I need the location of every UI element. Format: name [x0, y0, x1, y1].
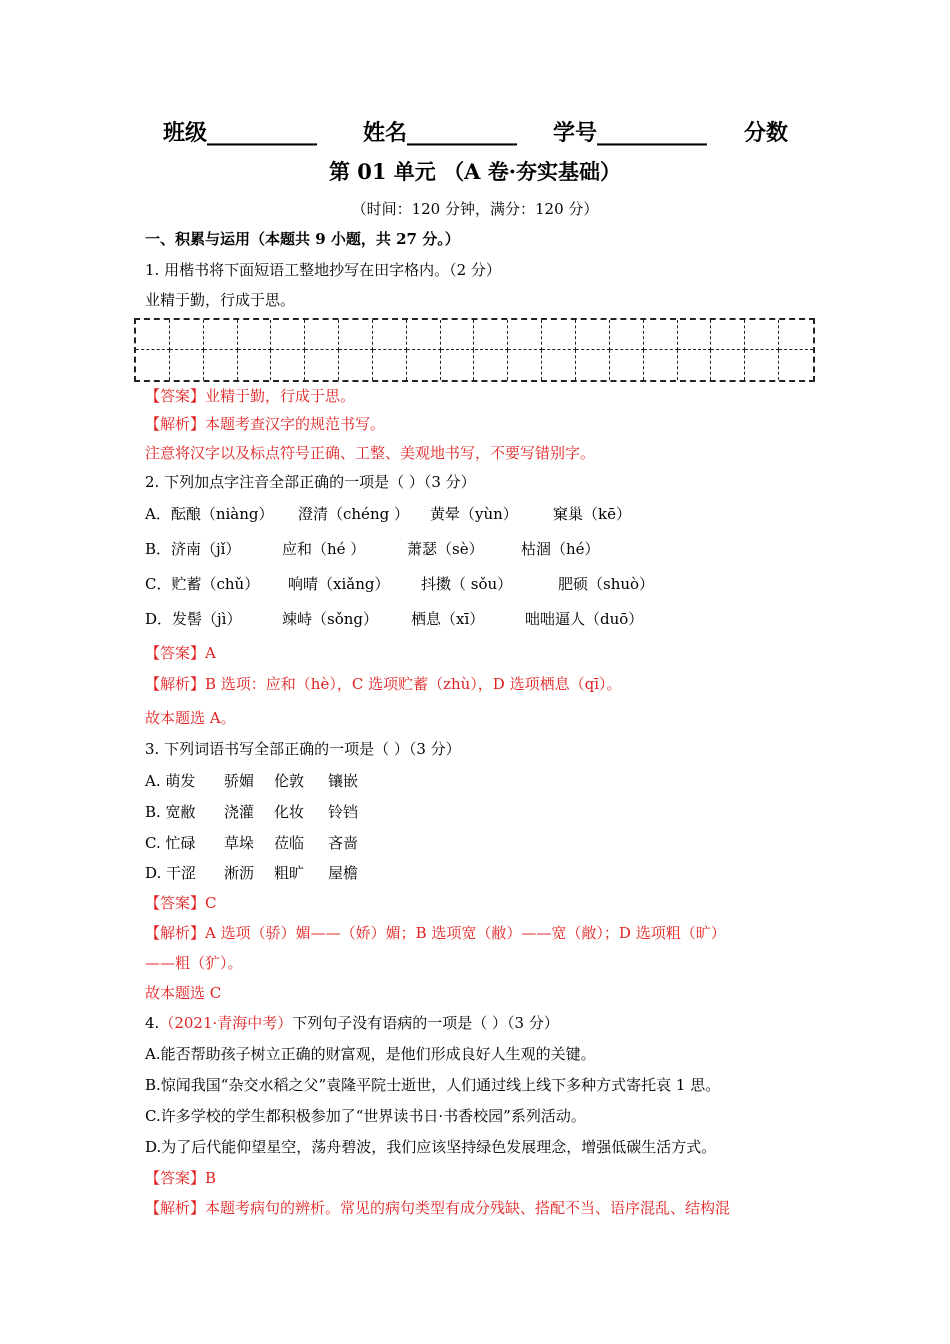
grid-cell	[373, 320, 407, 350]
q3-option-d1: D. 干涩	[145, 864, 197, 882]
q3-option-a4: 镶嵌	[328, 772, 359, 790]
grid-cell	[305, 350, 339, 380]
q4-answer: 【答案】B	[145, 1169, 217, 1187]
q3-option-d3: 粗旷	[274, 864, 305, 882]
q2-option-d1: D．发髻（jì）	[145, 610, 242, 628]
class-field: 班级__________	[163, 120, 318, 146]
q3-option-c1: C. 忙碌	[145, 834, 196, 852]
grid-cell	[542, 350, 576, 380]
q3-option-b1: B. 宽敝	[145, 803, 196, 821]
grid-cell	[441, 320, 475, 350]
grid-cell	[542, 320, 576, 350]
q3-option-b2: 浇灌	[224, 803, 255, 821]
grid-cell	[745, 320, 779, 350]
q3-option-a1: A. 萌发	[145, 772, 196, 790]
grid-cell	[475, 350, 509, 380]
grid-cell	[576, 350, 610, 380]
grid-cell	[238, 350, 272, 380]
student-id-field: 学号__________	[553, 120, 708, 146]
grid-cell	[441, 350, 475, 380]
q3-option-c4: 吝啬	[328, 834, 359, 852]
q3-option-a3: 伦敦	[274, 772, 305, 790]
grid-cell	[508, 320, 542, 350]
q3-option-a2: 骄媚	[224, 772, 255, 790]
grid-cell	[576, 320, 610, 350]
grid-cell	[779, 320, 813, 350]
q2-option-d3: 栖息（xī）	[411, 610, 485, 628]
page-title: 第 01 单元 （A 卷·夯实基础）	[328, 159, 622, 184]
q2-option-c3: 抖擞（ sǒu）	[421, 575, 513, 593]
grid-cell	[238, 320, 272, 350]
q4-question	[145, 1013, 559, 1033]
q4-source: （2021·青海中考）	[159, 1014, 293, 1032]
grid-cell	[204, 350, 238, 380]
q3-analysis: 【解析】A 选项（骄）媚——（娇）媚；B 选项宽（敝）——宽（敞）；D 选项粗（旷）	[145, 924, 726, 942]
exam-info: （时间：120 分钟，满分：120 分）	[351, 200, 599, 218]
q1-analysis: 【解析】本题考查汉字的规范书写。	[145, 415, 386, 433]
q3-question: 3. 下列词语书写全部正确的一项是（ ）（3 分）	[145, 740, 461, 758]
q3-option-d2: 淅沥	[224, 864, 255, 882]
grid-cell	[339, 350, 373, 380]
grid-cell	[136, 350, 170, 380]
grid-cell	[407, 320, 441, 350]
q3-answer: 【答案】C	[145, 894, 217, 912]
q2-option-a3: 黄晕（yùn）	[430, 505, 518, 523]
grid-cell	[170, 350, 204, 380]
grid-cell	[136, 320, 170, 350]
q3-option-c2: 草垛	[224, 834, 255, 852]
q2-option-d2: 竦峙（sǒng）	[282, 610, 378, 628]
grid-cell	[407, 350, 441, 380]
q3-option-d4: 屋檐	[328, 864, 359, 882]
grid-cell	[644, 350, 678, 380]
q2-option-d4: 咄咄逼人（duō）	[525, 610, 644, 628]
grid-cell	[610, 350, 644, 380]
q2-option-a2: 澄清（chéng ）	[298, 505, 409, 523]
q4-analysis: 【解析】本题考病句的辨析。常见的病句类型有成分残缺、搭配不当、语序混乱、结构混	[145, 1199, 731, 1217]
q1-phrase: 业精于勤，行成于思。	[145, 291, 296, 309]
grid-cell	[711, 320, 745, 350]
q3-analysis-cont: ——粗（犷）。	[145, 954, 243, 972]
grid-cell	[779, 350, 813, 380]
q2-question: 2. 下列加点字注音全部正确的一项是（ ）（3 分）	[145, 473, 476, 491]
q1-answer: 【答案】业精于勤，行成于思。	[145, 387, 356, 405]
grid-cell	[271, 320, 305, 350]
q2-option-b3: 萧瑟（sè）	[407, 540, 484, 558]
q2-option-c2: 响晴（xiǎng）	[288, 575, 390, 593]
q2-option-b1: B．济南（jǐ）	[145, 540, 241, 558]
q4-option-d: D.为了后代能仰望星空，荡舟碧波，我们应该坚持绿色发展理念，增强低碳生活方式。	[145, 1138, 717, 1156]
q2-option-a4: 窠巢（kē）	[553, 505, 631, 523]
q2-option-c1: C．贮蓄（chǔ）	[145, 575, 260, 593]
q4-text: 下列句子没有语病的一项是（ ）（3 分）	[292, 1014, 559, 1032]
grid-cell	[678, 350, 712, 380]
grid-cell	[339, 320, 373, 350]
q2-option-b4: 枯涸（hé）	[521, 540, 600, 558]
q4-option-c: C.许多学校的学生都积极参加了“世界读书日·书香校园”系列活动。	[145, 1107, 586, 1125]
q1-analysis-note: 注意将汉字以及标点符号正确、工整、美观地书写，不要写错别字。	[145, 444, 596, 462]
q2-conclusion: 故本题选 A。	[145, 709, 236, 727]
q3-conclusion: 故本题选 C	[145, 984, 222, 1002]
grid-cell	[170, 320, 204, 350]
grid-cell	[678, 320, 712, 350]
name-field: 姓名__________	[363, 120, 518, 146]
score-field: 分数	[744, 120, 789, 146]
q3-option-b4: 铃铛	[328, 803, 359, 821]
q3-option-b3: 化妆	[274, 803, 305, 821]
q1-question: 1. 用楷书将下面短语工整地抄写在田字格内。（2 分）	[145, 261, 501, 279]
grid-cell	[745, 350, 779, 380]
q2-analysis: 【解析】B 选项：应和（hè），C 选项贮蓄（zhù），D 选项栖息（qī）。	[145, 675, 622, 693]
grid-cell	[475, 320, 509, 350]
grid-cell	[711, 350, 745, 380]
q4-number: 4.	[145, 1014, 160, 1032]
section-heading: 一、积累与运用（本题共 9 小题，共 27 分。）	[145, 230, 460, 248]
grid-cell	[305, 320, 339, 350]
q2-answer: 【答案】A	[145, 644, 216, 662]
q4-option-b: B.惊闻我国“杂交水稻之父”袁隆平院士逝世，人们通过线上线下多种方式寄托哀 1 思。	[145, 1076, 721, 1094]
writing-grid	[134, 318, 815, 382]
grid-cell	[508, 350, 542, 380]
q2-option-b2: 应和（hé ）	[282, 540, 366, 558]
grid-cell	[271, 350, 305, 380]
q4-option-a: A.能否帮助孩子树立正确的财富观，是他们形成良好人生观的关键。	[145, 1045, 596, 1063]
q3-option-c3: 莅临	[274, 834, 305, 852]
grid-cell	[373, 350, 407, 380]
q2-option-c4: 肥硕（shuò）	[558, 575, 655, 593]
grid-cell	[610, 320, 644, 350]
grid-cell	[644, 320, 678, 350]
q2-option-a1: A．酝酿（niàng）	[145, 505, 274, 523]
grid-cell	[204, 320, 238, 350]
